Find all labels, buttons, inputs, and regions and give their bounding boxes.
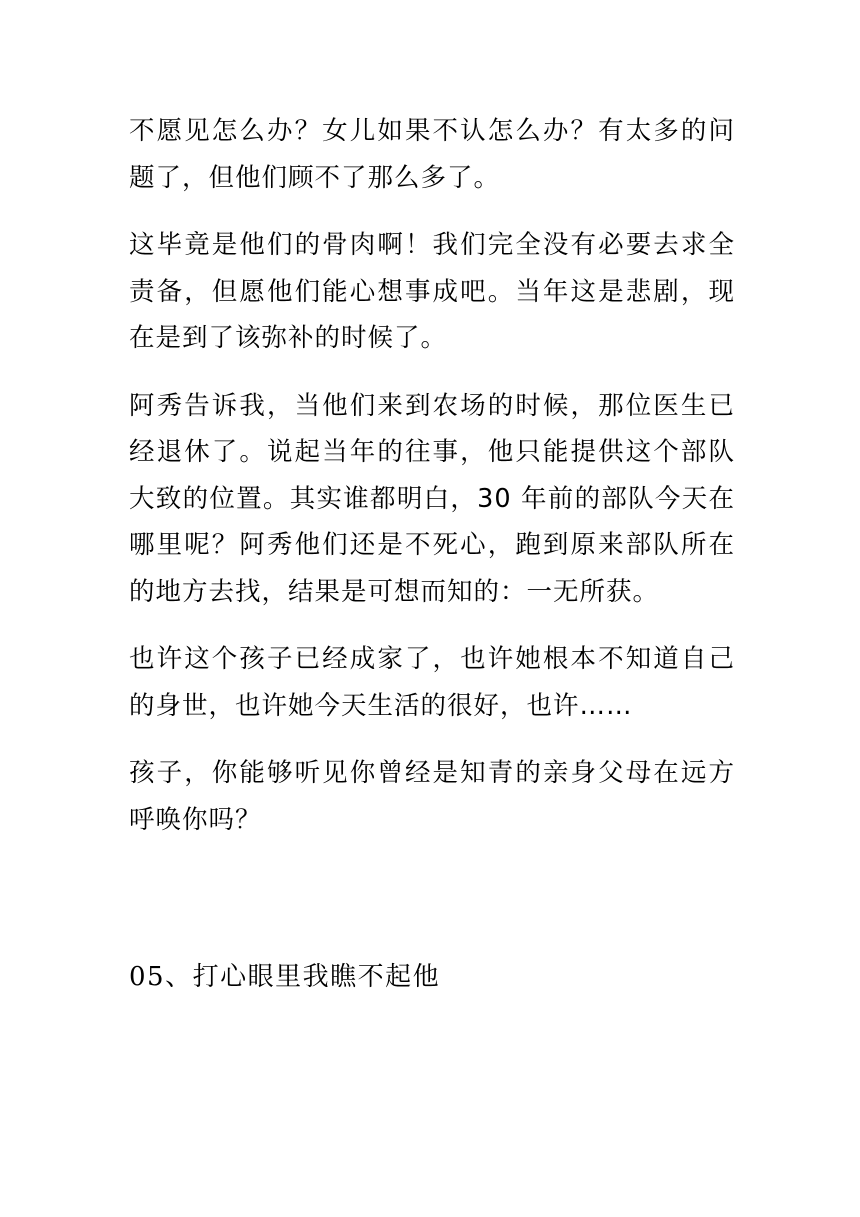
paragraph-1: 不愿见怎么办？女儿如果不认怎么办？有太多的问题了，但他们顾不了那么多了。	[129, 116, 735, 193]
paragraph-5: 孩子，你能够听见你曾经是知青的亲身父母在远方呼唤你吗？	[129, 758, 735, 835]
paragraph-4: 也许这个孩子已经成家了，也许她根本不知道自己的身世，也许她今天生活的很好，也许……	[129, 644, 735, 721]
paragraph-2: 这毕竟是他们的骨肉啊！我们完全没有必要去求全责备，但愿他们能心想事成吧。当年这是悲剧，现在是到了该弥补的时候了。	[129, 230, 735, 353]
section-heading: 05、打心眼里我瞧不起他	[129, 962, 441, 992]
paragraph-3: 阿秀告诉我，当他们来到农场的时候，那位医生已经退休了。说起当年的往事，他只能提供这个部队大致的位置。其实谁都明白，30 年前的部队今天在哪里呢？阿秀他们还是不死心，跑到原来部队所在的地方去找，结果是可想而知的：一无所获。	[129, 390, 735, 607]
body-text	[129, 108, 735, 864]
